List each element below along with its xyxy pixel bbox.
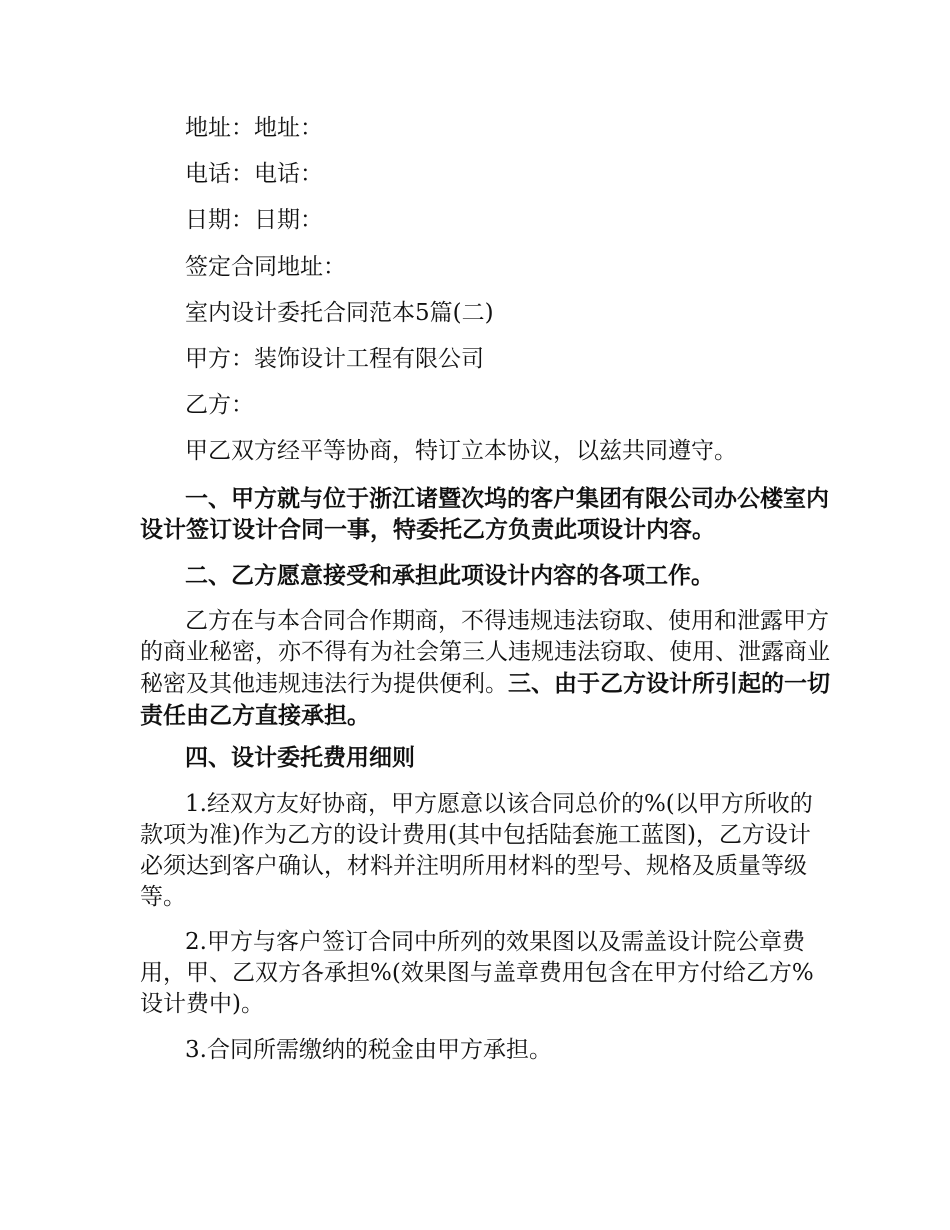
signing-address-line: 签定合同地址： [185,254,346,280]
clause-2: 二、乙方愿意接受和承担此项设计内容的各项工作。 [185,562,714,589]
clause-4-heading: 四、设计委托费用细则 [185,744,415,771]
phone-line: 电话：电话： [185,161,323,187]
clause-3: 三、由于乙方设计所引起的一切责任由乙方直接承担。 [140,670,830,729]
contract-title-line: 室内设计委托合同范本5篇(二) [185,300,494,326]
confidentiality-paragraph [140,606,830,732]
date-line: 日期：日期： [185,207,323,233]
agreement-intro-line: 甲乙双方经平等协商，特订立本协议，以兹共同遵守。 [185,438,737,464]
address-line: 地址：地址： [185,115,323,141]
fee-item-2: 2.甲方与客户签订合同中所列的效果图以及需盖设计院公章费用，甲、乙双方各承担%(效果图与盖章费用包含在甲方付给乙方%设计费中)。 [140,929,814,1017]
clause-1: 一、甲方就与位于浙江诸暨次坞的客户集团有限公司办公楼室内设计签订设计合同一事，特委托乙方负责此项设计内容。 [140,485,829,543]
fee-item-3: 3.合同所需缴纳的税金由甲方承担。 [185,1037,552,1063]
fee-item-1: 1.经双方友好协商，甲方愿意以该合同总价的%(以甲方所收的款项为准)作为乙方的设计费用(其中包括陆套施工蓝图)，乙方设计必须达到客户确认，材料并注明所用材料的型号、规格及质量等级等。 [140,791,813,910]
confidentiality-text: 乙方在与本合同合作期商，不得违规违法窃取、使用和泄露甲方的商业秘密，亦不得有为社会第三人违规违法窃取、使用、泄露商业秘密及其他违规违法行为提供便利。 [140,608,830,697]
party-a-line: 甲方：装饰设计工程有限公司 [185,346,484,372]
party-b-line: 乙方： [185,392,254,418]
